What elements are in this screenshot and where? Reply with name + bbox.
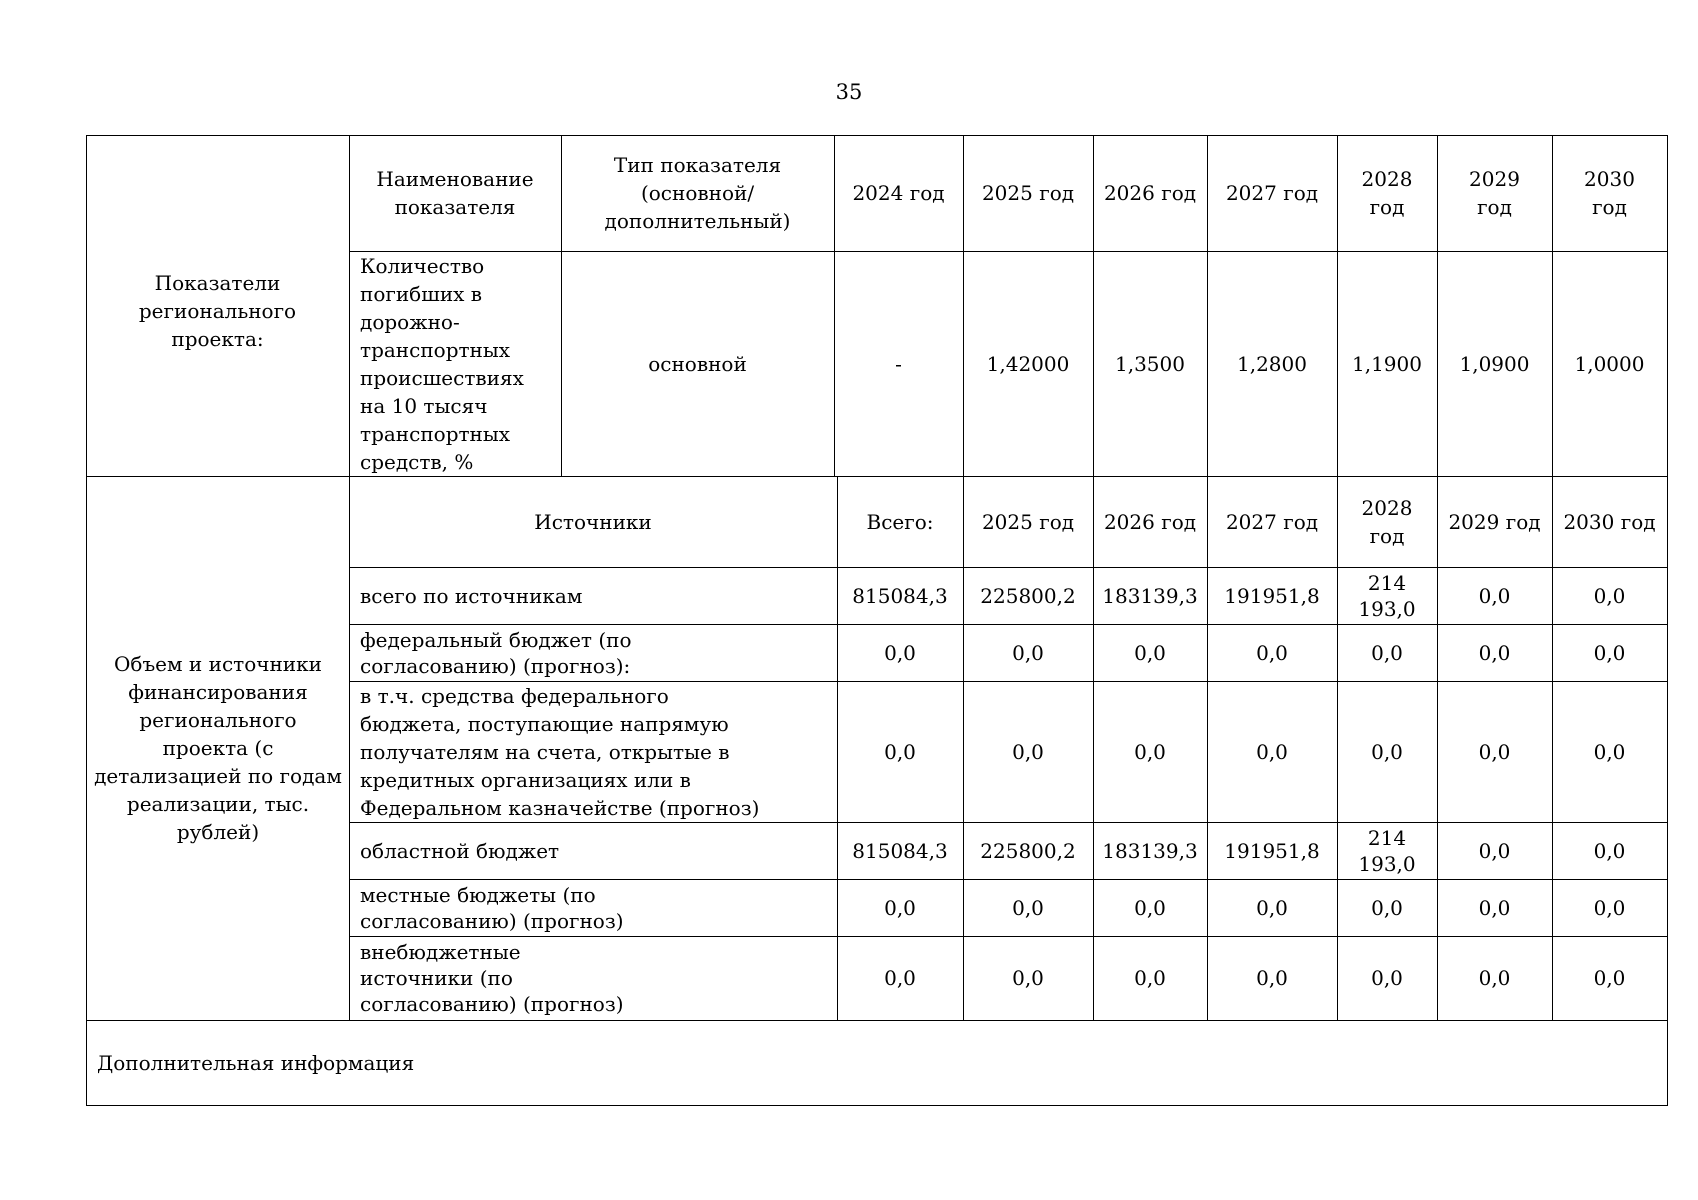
table-cell-total: 815084,3: [852, 838, 948, 863]
table-cell-2025: 0,0: [1012, 966, 1044, 990]
additional-info: Дополнительная информация: [97, 1050, 415, 1075]
table-row-source: областной бюджет: [360, 838, 560, 863]
financing-section-label: Объем и источники финансирования регионального проекта (с детализацией по годам реализации, тыс. рублей): [94, 652, 342, 844]
table-cell-total: 0,0: [884, 966, 916, 990]
table-cell-2029: 0,0: [1478, 895, 1511, 920]
table-cell-2026: 0,0: [1134, 640, 1166, 665]
table-cell-2028: 214 193,0: [1358, 825, 1416, 876]
indicator-value-2026: 1,3500: [1115, 351, 1185, 376]
fin-header-2030: 2030 год: [1563, 509, 1656, 534]
table-cell-2027: 0,0: [1256, 895, 1288, 920]
table-row-source: внебюджетные источники (по согласованию) (прогноз): [360, 940, 624, 1016]
header-indicator-type: Тип показателя (основной/ дополнительный): [604, 153, 791, 233]
table-row-source: в т.ч. средства федерального бюджета, поступающие напрямую получателям на счета, открытые в кредитных организациях или в Федеральном казначействе (прогноз): [360, 683, 760, 820]
header-total: Всего:: [866, 509, 934, 534]
header-year-2024: 2024 год: [852, 181, 945, 205]
table-cell-total: 0,0: [884, 739, 916, 764]
table-cell-total: 815084,3: [852, 583, 948, 608]
table-cell-2030: 0,0: [1593, 895, 1626, 920]
fin-header-2027: 2027 год: [1225, 509, 1319, 534]
fin-header-2026: 2026 год: [1103, 509, 1197, 534]
table-cell-2027: 191951,8: [1224, 838, 1320, 863]
table-cell-2030: 0,0: [1593, 583, 1626, 608]
table-cell-2030: 0,0: [1593, 966, 1626, 990]
table-cell-2028: 0,0: [1371, 739, 1403, 764]
fin-header-2028: 2028 год: [1361, 495, 1413, 548]
header-year-2025: 2025 год: [981, 181, 1075, 205]
table-cell-2025: 225800,2: [980, 838, 1076, 863]
table-cell-2029: 0,0: [1478, 739, 1511, 764]
indicator-value-2030: 1,0000: [1574, 351, 1645, 376]
indicators-section-label: Показатели регионального проекта:: [138, 271, 297, 351]
table-cell-total: 0,0: [884, 640, 916, 665]
indicator-name: Количество погибших в дорожно-транспортных происшествиях на 10 тысяч транспортных средств, %: [360, 253, 524, 474]
header-year-2027: 2027 год: [1225, 181, 1319, 205]
table-cell-2025: 0,0: [1012, 640, 1044, 665]
indicator-value-2027: 1,2800: [1237, 351, 1307, 376]
indicator-value-2028: 1,1900: [1352, 351, 1422, 376]
table-row-source: федеральный бюджет (по согласованию) (прогноз):: [360, 627, 632, 678]
table-cell-2026: 183139,3: [1102, 583, 1198, 608]
table-cell-2026: 0,0: [1134, 966, 1166, 990]
fin-header-2029: 2029 год: [1448, 509, 1541, 534]
table-cell-2025: 0,0: [1012, 739, 1044, 764]
table-row-source: местные бюджеты (по согласованию) (прогноз): [360, 882, 624, 933]
table-cell-2028: 0,0: [1371, 640, 1403, 665]
fin-header-2025: 2025 год: [981, 509, 1075, 534]
indicator-value-2024: -: [895, 351, 902, 376]
header-year-2029: 2029 год: [1469, 167, 1520, 219]
indicator-value-2025: 1,42000: [986, 351, 1070, 376]
table-cell-2029: 0,0: [1478, 640, 1511, 665]
table-cell-2027: 0,0: [1256, 739, 1288, 764]
header-year-2030: 2030 год: [1584, 167, 1635, 219]
table-cell-2026: 0,0: [1134, 739, 1166, 764]
table-cell-2026: 183139,3: [1102, 838, 1198, 863]
table-cell-total: 0,0: [884, 895, 916, 920]
table-row-source: всего по источникам: [360, 583, 583, 608]
table-cell-2029: 0,0: [1478, 583, 1511, 608]
indicator-type: основной: [648, 351, 747, 376]
table-cell-2027: 0,0: [1256, 640, 1288, 665]
table-cell-2027: 0,0: [1256, 966, 1288, 990]
table-cell-2029: 0,0: [1478, 838, 1511, 863]
indicator-value-2029: 1,0900: [1459, 351, 1530, 376]
table-cell-2026: 0,0: [1134, 895, 1166, 920]
table-cell-2030: 0,0: [1593, 838, 1626, 863]
table-cell-2030: 0,0: [1593, 640, 1626, 665]
table-cell-2025: 0,0: [1012, 895, 1044, 920]
header-sources: Источники: [534, 509, 652, 534]
header-indicator-name: Наименование показателя: [376, 167, 534, 219]
table-cell-2028: 0,0: [1371, 895, 1403, 920]
table-cell-2027: 191951,8: [1224, 583, 1320, 608]
table-cell-2030: 0,0: [1593, 739, 1626, 764]
table-cell-2029: 0,0: [1478, 966, 1511, 990]
header-year-2028: 2028 год: [1361, 167, 1413, 219]
table-cell-2028: 0,0: [1371, 966, 1403, 990]
table-cell-2025: 225800,2: [980, 583, 1076, 608]
page-number: 35: [835, 80, 863, 104]
header-year-2026: 2026 год: [1103, 181, 1197, 205]
table-cell-2028: 214 193,0: [1358, 570, 1416, 621]
